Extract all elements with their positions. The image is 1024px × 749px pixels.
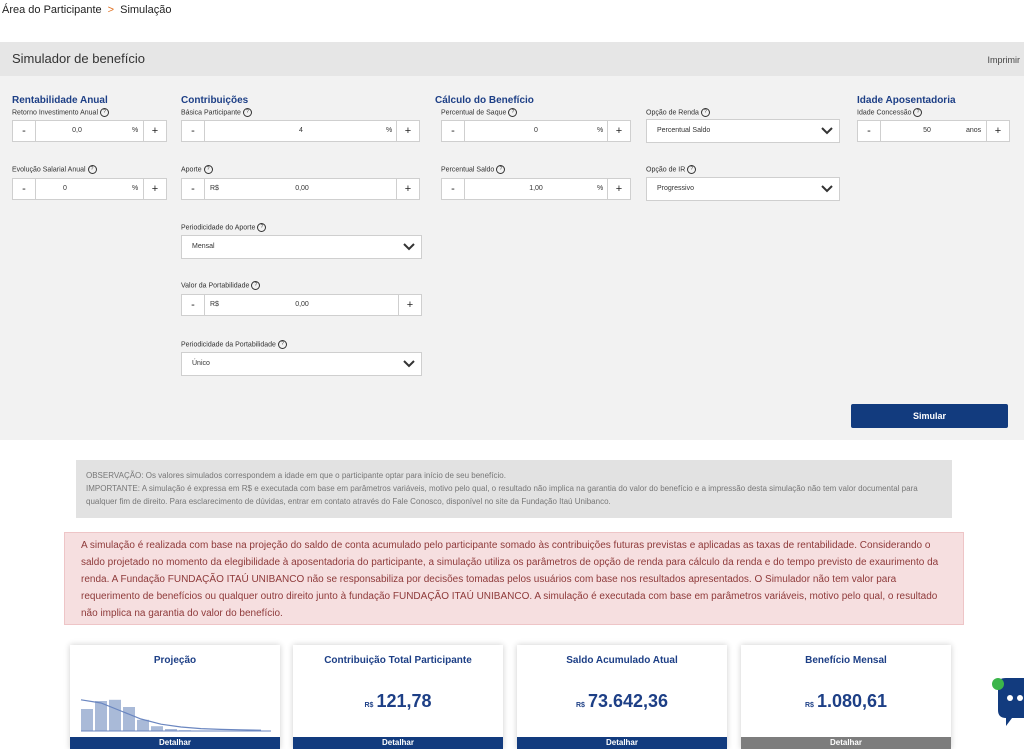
help-icon[interactable]: ? (701, 108, 710, 117)
warning-text: A simulação é realizada com base na projeção do saldo de conta acumulado pelo participante somado às contribuições futuras previstas e aplicadas as taxas de rentabilidade. Considerando o saldo projetado no momento da elegibilidade à aposentadoria do participante, a simulação utiliza os parâmetros de opção de renda para cálculo da renda e do tempo previsto de exaurimento da renda. A Fundação FUNDAÇÃO ITAÚ UNIBANCO não se responsabiliza por decisões tomadas pelos usuários com base nos resultados apresentados. O Simulador não tem valor para requerimento de benefícios ou qualquer outro direito junto à fundação FUNDAÇÃO ITAÚ UNIBANCO. A simulação é executada com base em parâmetros variáveis, motivo pelo qual, o resultado não implica na garantia do valor do benefício. (81, 540, 939, 619)
aporte-decrement-button[interactable]: - (182, 179, 205, 199)
portabilidade-stepper (181, 294, 422, 316)
saque-value[interactable]: 0 (534, 127, 538, 134)
retorno-stepper (12, 120, 167, 142)
chart-line (81, 700, 261, 730)
portabilidade-value[interactable]: 0,00 (295, 301, 309, 308)
detalhar-button[interactable]: Detalhar (741, 737, 951, 749)
opcao-renda-select[interactable] (646, 119, 840, 143)
aporte-label: Aporte ? (181, 165, 213, 174)
periodicidade-portabilidade-select[interactable] (181, 352, 422, 376)
opcao-renda-label: Opção de Renda ? (646, 108, 710, 117)
evolucao-increment-button[interactable]: + (143, 179, 166, 199)
aporte-currency: R$ (210, 185, 219, 192)
section-rentabilidade: Rentabilidade Anual (12, 95, 108, 106)
aporte-increment-button[interactable]: + (396, 179, 419, 199)
saldo-increment-button[interactable]: + (607, 179, 630, 199)
breadcrumb-separator: > (107, 4, 115, 16)
opcao-renda-value: Percentual Saldo (657, 127, 711, 134)
chart-bar (151, 726, 163, 731)
card-title: Benefício Mensal (805, 655, 887, 666)
card-value: R$ 1.080,61 (804, 691, 888, 711)
card-title: Contribuição Total Participante (324, 655, 472, 666)
card-value: R$ 73.642,36 (575, 691, 669, 711)
basica-decrement-button[interactable]: - (182, 121, 205, 141)
important-text: IMPORTANTE: A simulação é expressa em R$ e executada com base em parâmetros variáveis, motivo pelo qual, o resultado não implica na garantia do valor do benefício e a impressão desta simulação não tem valor documental para qualquer fim de direito. Para esclarecimento de dúvidas, entrar em contato através do Fale Conosco, disponível no site da Fundação Itaú Unibanco. (86, 484, 918, 506)
periodicidade-aporte-value: Mensal (192, 243, 215, 250)
simulator-panel (0, 42, 1024, 440)
card-saldo (517, 645, 727, 749)
help-icon[interactable]: ? (100, 108, 109, 117)
portabilidade-label: Valor da Portabilidade ? (181, 281, 260, 290)
section-contribuicoes: Contribuições (181, 95, 249, 106)
saque-increment-button[interactable]: + (607, 121, 630, 141)
card-projecao (70, 645, 280, 749)
detalhar-button[interactable]: Detalhar (70, 737, 280, 749)
saque-stepper (441, 120, 631, 142)
evolucao-decrement-button[interactable]: - (13, 179, 36, 199)
card-title: Saldo Acumulado Atual (566, 655, 678, 666)
idade-increment-button[interactable]: + (986, 121, 1009, 141)
chat-icon[interactable] (990, 676, 1024, 728)
detalhar-button[interactable]: Detalhar (293, 737, 503, 749)
chevron-down-icon (403, 241, 415, 253)
card-title: Projeção (153, 655, 197, 666)
detalhar-button[interactable]: Detalhar (517, 737, 727, 749)
help-icon[interactable]: ? (687, 165, 696, 174)
help-icon[interactable]: ? (508, 108, 517, 117)
observation-box (76, 460, 952, 518)
idade-decrement-button[interactable]: - (858, 121, 881, 141)
opcao-ir-select[interactable] (646, 177, 840, 201)
opcao-ir-label: Opção de IR ? (646, 165, 696, 174)
basica-increment-button[interactable]: + (396, 121, 419, 141)
periodicidade-portabilidade-value: Único (192, 360, 210, 367)
idade-concessao-label: Idade Concessão ? (857, 108, 922, 117)
portabilidade-currency: R$ (210, 301, 219, 308)
help-icon[interactable]: ? (913, 108, 922, 117)
breadcrumb-home-link[interactable]: Área do Participante (2, 4, 102, 16)
help-icon[interactable]: ? (88, 165, 97, 174)
help-icon[interactable]: ? (251, 281, 260, 290)
help-icon[interactable]: ? (496, 165, 505, 174)
saldo-label: Percentual Saldo ? (441, 165, 505, 174)
retorno-unit: % (132, 127, 139, 134)
chart-bar (95, 701, 107, 731)
section-calculo: Cálculo do Benefício (435, 95, 534, 106)
breadcrumb (2, 4, 171, 16)
projection-chart (75, 685, 275, 735)
basica-unit: % (386, 127, 393, 134)
aporte-stepper (181, 178, 420, 200)
opcao-ir-value: Progressivo (657, 185, 694, 192)
saldo-stepper (441, 178, 631, 200)
idade-value[interactable]: 50 (923, 127, 931, 134)
basica-value[interactable]: 4 (299, 127, 303, 134)
saque-unit: % (597, 127, 604, 134)
evolucao-unit: % (132, 185, 139, 192)
idade-unit: anos (966, 127, 982, 134)
chart-bar (137, 720, 149, 731)
help-icon[interactable]: ? (204, 165, 213, 174)
breadcrumb-current: Simulação (120, 4, 172, 16)
chevron-down-icon (403, 358, 415, 370)
panel-title: Simulador de benefício (12, 51, 145, 66)
chart-bar (109, 700, 121, 731)
periodicidade-portabilidade-label: Periodicidade da Portabilidade ? (181, 340, 287, 349)
help-icon[interactable]: ? (243, 108, 252, 117)
saldo-value[interactable]: 1,00 (529, 185, 543, 192)
card-beneficio (741, 645, 951, 749)
aporte-value[interactable]: 0,00 (295, 185, 309, 192)
retorno-value[interactable]: 0,0 (72, 127, 82, 134)
saque-decrement-button[interactable]: - (442, 121, 465, 141)
chevron-down-icon (821, 183, 833, 195)
retorno-increment-button[interactable]: + (143, 121, 166, 141)
portabilidade-increment-button[interactable]: + (398, 295, 421, 315)
saldo-decrement-button[interactable]: - (442, 179, 465, 199)
help-icon[interactable]: ? (278, 340, 287, 349)
retorno-decrement-button[interactable]: - (13, 121, 36, 141)
chart-bar (123, 707, 135, 731)
card-value: R$ 121,78 (364, 691, 432, 711)
saque-label: Percentual de Saque ? (441, 108, 517, 117)
print-link[interactable]: Imprimir (987, 55, 1020, 65)
chart-bar (81, 709, 93, 731)
idade-concessao-stepper (857, 120, 1010, 142)
evolucao-value[interactable]: 0 (63, 185, 67, 192)
saldo-unit: % (597, 185, 604, 192)
help-icon[interactable]: ? (257, 223, 266, 232)
card-contribuicao (293, 645, 503, 749)
portabilidade-decrement-button[interactable]: - (182, 295, 205, 315)
observation-text: OBSERVAÇÃO: Os valores simulados correspondem a idade em que o participante optar para início de seu benefício. (86, 471, 506, 480)
simular-button[interactable]: Simular (851, 404, 1008, 428)
warning-box (64, 532, 964, 625)
periodicidade-aporte-select[interactable] (181, 235, 422, 259)
section-idade: Idade Aposentadoria (857, 95, 956, 106)
chevron-down-icon (821, 125, 833, 137)
periodicidade-aporte-label: Periodicidade do Aporte ? (181, 223, 266, 232)
basica-label: Básica Participante ? (181, 108, 252, 117)
panel-header (0, 42, 1024, 76)
evolucao-label: Evolução Salarial Anual ? (12, 165, 97, 174)
retorno-label: Retorno Investimento Anual ? (12, 108, 109, 117)
evolucao-stepper (12, 178, 167, 200)
basica-stepper (181, 120, 420, 142)
